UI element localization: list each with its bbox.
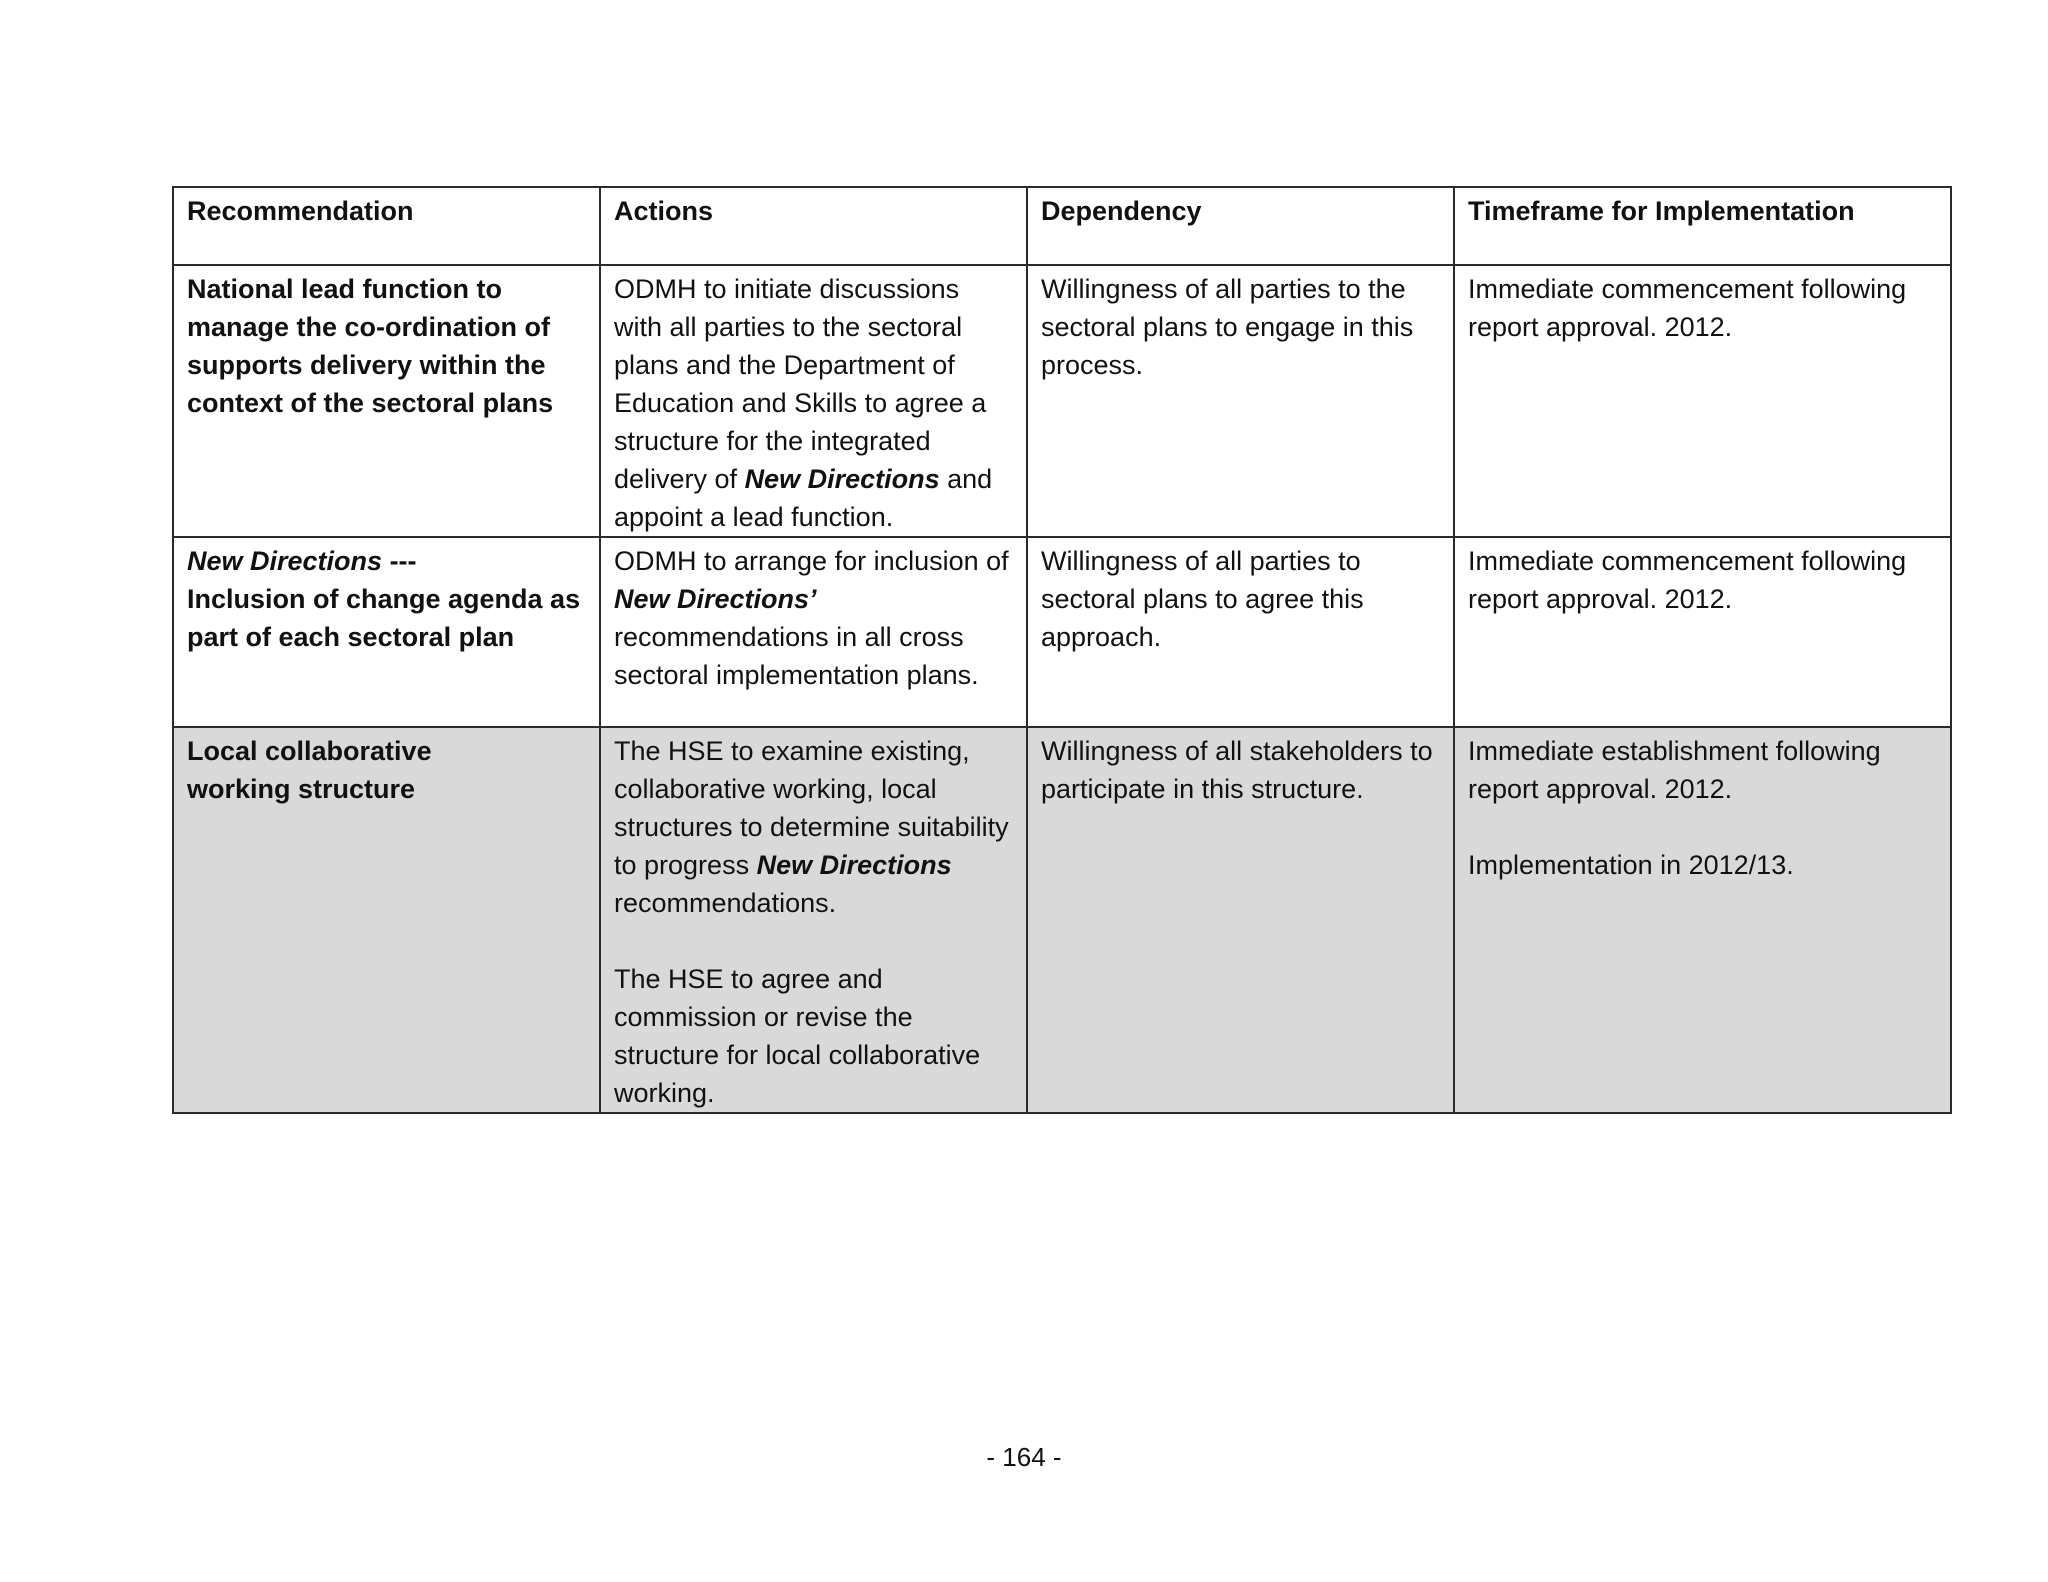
dependency-text: Willingness of all parties to the sectoral plans to engage in this process. (1041, 274, 1414, 380)
timeframe-cell (1454, 727, 1951, 1113)
actions-text-end: recommendations. (614, 888, 837, 918)
recommendation-text: National lead function to manage the co-ordination of supports delivery within the context of the sectoral plans (187, 274, 554, 418)
dependency-cell (1027, 727, 1454, 1113)
actions-cell (600, 727, 1027, 1113)
table-row (173, 537, 1951, 727)
timeframe-cell (1454, 537, 1951, 727)
page-number: - 164 - (986, 1442, 1062, 1472)
actions-text: ODMH to initiate discussions with all parties to the sectoral plans and the Department of Education and Skills to agree a structure for the integrated delivery of (614, 274, 987, 494)
actions-text-end: and appoint a lead function. (614, 464, 993, 532)
actions-paragraph-2: The HSE to agree and commission or revise the structure for local collaborative working. (614, 964, 981, 1108)
timeframe-paragraph-1: Immediate establishment following report approval. 2012. (1468, 736, 1881, 804)
implementation-table (172, 186, 1952, 1114)
timeframe-text: Immediate commencement following report approval. 2012. (1468, 274, 1907, 342)
timeframe-paragraph-2: Implementation in 2012/13. (1468, 850, 1794, 880)
header-dependency: Dependency (1027, 187, 1454, 265)
recommendation-text: Inclusion of change agenda as part of each sectoral plan (187, 584, 581, 652)
table-row-shaded (173, 727, 1951, 1113)
recommendation-emphasis: New Directions (187, 546, 383, 576)
recommendation-cell (173, 727, 600, 1113)
recommendation-cell (173, 265, 600, 537)
actions-emphasis: New Directions (744, 464, 940, 494)
actions-emphasis: New Directions (756, 850, 952, 880)
recommendation-line-2: working structure (187, 774, 416, 804)
actions-text: ODMH to arrange for inclusion of (614, 546, 1009, 576)
actions-emphasis: New Directions’ (614, 584, 817, 614)
actions-cell (600, 265, 1027, 537)
dependency-text: Willingness of all stakeholders to participate in this structure. (1041, 736, 1433, 804)
actions-text: The HSE to examine existing, collaborative working, local structures to determine suitability to progress (614, 736, 1009, 880)
timeframe-text: Immediate commencement following report approval. 2012. (1468, 546, 1907, 614)
table-row (173, 265, 1951, 537)
actions-cell (600, 537, 1027, 727)
recommendation-cell (173, 537, 600, 727)
dependency-cell (1027, 265, 1454, 537)
dependency-cell (1027, 537, 1454, 727)
header-actions: Actions (600, 187, 1027, 265)
recommendation-line-1: Local collaborative (187, 736, 432, 766)
timeframe-cell (1454, 265, 1951, 537)
header-timeframe: Timeframe for Implementation (1454, 187, 1951, 265)
table-header-row (173, 187, 1951, 265)
header-recommendation: Recommendation (173, 187, 600, 265)
recommendation-dashes: --- (382, 546, 417, 576)
actions-text-end: recommendations in all cross sectoral implementation plans. (614, 622, 979, 690)
dependency-text: Willingness of all parties to sectoral plans to agree this approach. (1041, 546, 1364, 652)
